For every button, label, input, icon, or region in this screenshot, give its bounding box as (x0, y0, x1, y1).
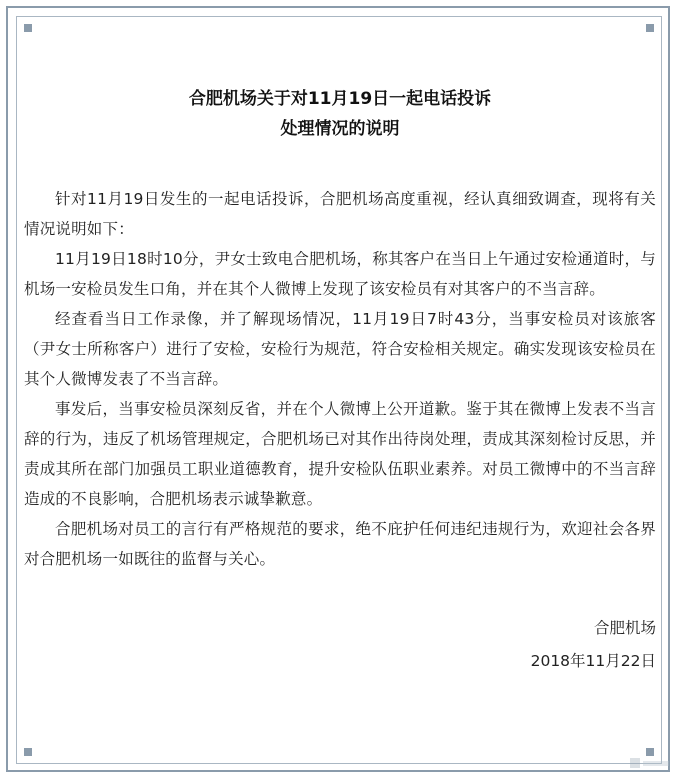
signature-block (24, 612, 656, 678)
paragraph-closing: 合肥机场对员工的言行有严格规范的要求，绝不庇护任何违纪违规行为，欢迎社会各界对合肥机场一如既往的监督与关心。 (24, 520, 656, 568)
paragraph-complaint: 11月19日18时10分，尹女士致电合肥机场，称其客户在当日上午通过安检通道时，与机场一安检员发生口角，并在其个人微博上发现了该安检员有对其客户的不当言辞。 (24, 250, 656, 298)
title-line-1: 合肥机场关于对11月19日一起电话投诉 (188, 89, 492, 109)
watermark-logo (628, 754, 672, 772)
signature-date: 2018年11月22日 (530, 652, 656, 670)
corner-ornament-bottom-left (24, 748, 32, 756)
paragraph-intro: 针对11月19日发生的一起电话投诉，合肥机场高度重视，经认真细致调查，现将有关情况说明如下： (24, 190, 656, 238)
corner-ornament-top-left (24, 24, 32, 32)
document-title (24, 84, 656, 144)
title-line-2: 处理情况的说明 (280, 119, 400, 139)
paragraph-handling: 事发后，当事安检员深刻反省，并在个人微博上公开道歉。鉴于其在微博上发表不当言辞的行为，违反了机场管理规定，合肥机场已对其作出待岗处理，责成其深刻检讨反思，并责成其所在部门加强员工职业道德教育，提升安检队伍职业素养。对员工微博中的不当言辞造成的不良影响，合肥机场表示诚挚歉意。 (24, 400, 656, 508)
paragraph-investigation: 经查看当日工作录像，并了解现场情况，11月19日7时43分，当事安检员对该旅客（尹女士所称客户）进行了安检，安检行为规范，符合安检相关规定。确实发现该安检员在其个人微博发表了不当言辞。 (24, 310, 656, 388)
statement-document (24, 84, 656, 678)
signature-org: 合肥机场 (593, 619, 656, 637)
document-body (24, 184, 656, 574)
corner-ornament-top-right (646, 24, 654, 32)
